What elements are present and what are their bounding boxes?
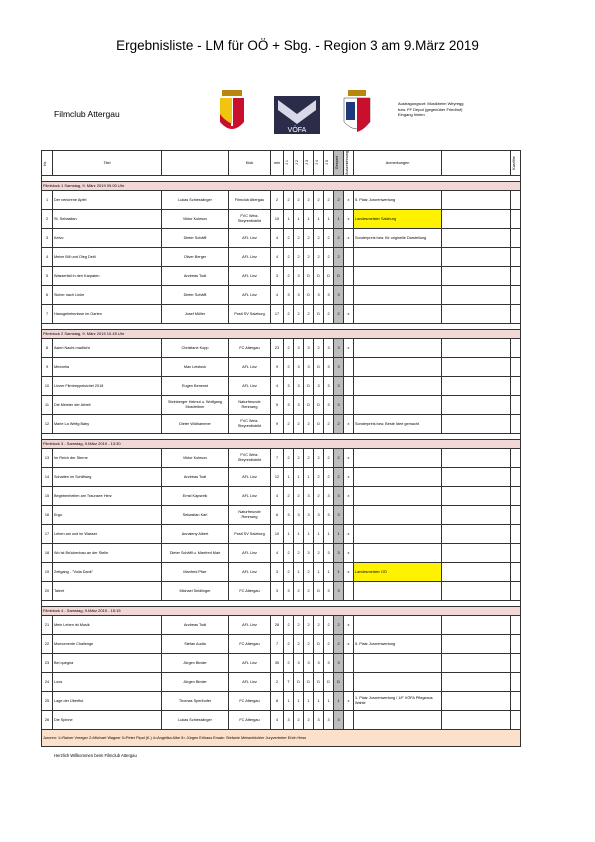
table-row: 21 Mein Leben ist Musik Andreas Todt AFL Linz 28 2 2 2 2 2 2 x <box>42 615 521 634</box>
logo-text: VÖFA <box>287 127 307 134</box>
venue-note: Austragungsort: Musikheim Weyregg bzw. FF Depot (gegenüber Friedhof) Eingang hinten <box>398 101 464 117</box>
filmblock-header: Filmblock 4 - Samstag, 9.März 2019 - 15:15 <box>42 606 521 615</box>
table-row: 23 Bel quegna Jürgen Binder AFL Linz 35 2 3 3 3 3 3 <box>42 653 521 672</box>
logos <box>216 88 378 138</box>
table-row: 16 Ergo Sebastian Karl Naturfreunde Rennweg 6 3 3 3 3 3 3 <box>42 505 521 524</box>
table-row: 3 Kelvo Dieter Schäffl AFL Linz 4 2 2 2 2 2 2 x Sonderpreis bzw. für originelle Darstellung <box>42 228 521 247</box>
table-row: 18 Wo ist Brückenbau an der Stelle Dieter Schäffl u. Manfred Mair AFL Linz 4 2 2 3 2 3 3 x <box>42 543 521 562</box>
table-row: 8 Asien Nacht madlicht Christiane Kopp FC Attergau 23 2 3 3 2 3 3 x <box>42 338 521 357</box>
table-row: 13 Im Reich der Sterne Viktor Kolesov FVC Weiz-Steyrerdistrikt 7 2 2 2 2 2 2 x <box>42 448 521 467</box>
club-name: Filmclub Attergau <box>54 109 120 119</box>
page-title: Ergebnisliste - LM für OÖ + Sbg. - Region 3 am 9.März 2019 <box>116 38 479 53</box>
jury-footer: Juroren: 1=Rainer Vreeger 2=Michael Wagner 3=Peter Pipal (K.) 4=Angelika Albe 5= Jürgen Erlhaus Ersatz: Stefanie Meisenbichler Juryvertreter Erich Hess <box>42 729 521 746</box>
filmblock-header: Filmblock 1 Samstag, 9. März 2019 09.00 Uhr <box>42 181 521 190</box>
salzburg-coat-of-arms <box>220 90 244 129</box>
table-row: 7 Hausgeheimnisse im Garten Josef Müller Postl SV Salzburg 17 2 2 2 D 2 2 x <box>42 304 521 323</box>
results-table <box>41 150 521 747</box>
filmblock-header: Filmblock 2 Samstag, 9. März 2019 10.45 Uhr <box>42 329 521 338</box>
table-row: 6 Sicher nach Linke Dieter Schäffl AFL Linz 4 3 3 D 3 3 3 <box>42 285 521 304</box>
table-row: 24 Loos Jürgen Binder AFL Linz 2 T D D D D D <box>42 672 521 691</box>
table-row: 11 Die Meister der Arbeit Steinberger Helmut u. Wolfgang Mostreitner Naturfreunde Rennweg 5 3 3 D D 3 3 <box>42 395 521 414</box>
table-row: 25 Lage der Überflut Thomas Sperlhofer FC Attergau 8 1 1 1 1 1 1 x 1. Platz Jurorenwertung / 1/F VÖFA Pflegeaus Wahle <box>42 691 521 710</box>
table-row: 12 Marie La Weltg Baby Dieter Widhammer FVC Weiz-Steyrerdistrikt 9 2 2 2 D 2 2 x Sonderpreis bzw. Beste Idee gemacht <box>42 414 521 433</box>
table-row: 19 Zeitgang - "Voila Dank" Manfred Pfarr AFL Linz 3 2 1 2 1 1 1 x Landesmeister OÖ <box>42 562 521 581</box>
welcome-text: Herzlich Willkommen beim Filmclub Attergau <box>54 753 137 758</box>
table-row: 15 Begebenheiten am Traunsee Herz Ernst Kapsreik AFL Linz 4 2 2 3 2 3 3 x <box>42 486 521 505</box>
table-row: 14 Schatten im Schilfweg Andreas Todt AFL Linz 12 1 1 1 2 2 2 x <box>42 467 521 486</box>
table-row: 4 Meine Bill und Oleg Deiti Oliver Berger AFL Linz 4 2 2 2 2 2 2 <box>42 247 521 266</box>
table-row: 2 St. Sebastian Viktor Kolesov FVC Weiz-Steyrerdistrikt 10 1 1 1 1 1 1 x Landesmeister Salzburg <box>42 209 521 228</box>
table-row: 26 Die Spinne Lukas Schiesslinger FC Attergau 4 3 2 2 3 3 3 <box>42 710 521 729</box>
table-row: 5 Wasserfall in den Karpaten Andreas Todt AFL Linz 3 2 3 D D D D <box>42 266 521 285</box>
eagle-logo <box>274 96 320 134</box>
table-row: 20 Talent Michael Seidlinger FC Attergau 3 3 2 2 D 3 3 <box>42 581 521 600</box>
table-header: Nr. Titel Klub min J 1 J 2 J 3 J 4 J 5 Gesamt Auszeichnung Anmerkungen Kurzfilm <box>42 151 521 176</box>
table-row: 10 Linzer Filmtreppelsichel 2018 Eugen Benenst AFL Linz 4 3 3 D 3 3 3 <box>42 376 521 395</box>
table-row: 17 Leben am und im Wasser Annaleny Albert Postl SV Salzburg 10 1 1 1 1 1 1 x <box>42 524 521 543</box>
upper-austria-coat-of-arms <box>344 90 370 132</box>
table-row: 1 Der verlorene Apfel Lukas Schiesslinger Filmclub Attergau 2 2 2 2 2 2 2 x 5. Platz Jurorenwertung <box>42 190 521 209</box>
table-row: 22 Momomente Challenge Stefan Audia FC Attergau 7 2 2 2 D 2 2 x 5. Platz Jurorenwertung <box>42 634 521 653</box>
filmblock-header: Filmblock 3 - Samstag, 9.März 2019 - 13:30 <box>42 439 521 448</box>
table-row: 9 Mexxelia Max Leistock AFL Linz 9 2 3 3 D 3 3 <box>42 357 521 376</box>
